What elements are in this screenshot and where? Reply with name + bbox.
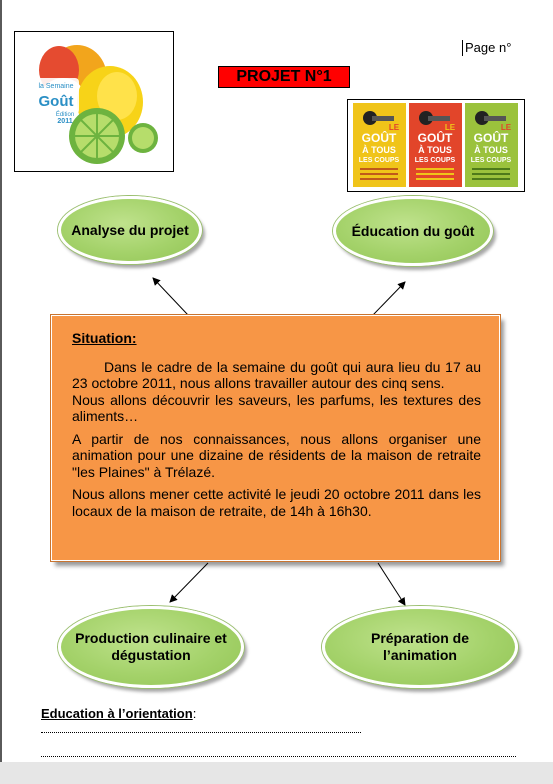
svg-text:LES COUPS: LES COUPS	[358, 157, 400, 164]
situation-paragraph-3: A partir de nos connaissances, nous allons organiser une animation pour une dizaine de résidents de la maison de retraite "les Plaines" à Trélazé.	[72, 430, 481, 480]
semaine-du-gout-logo	[14, 31, 174, 172]
bubble-production-culinaire	[58, 606, 244, 688]
svg-text:LES COUPS: LES COUPS	[414, 157, 456, 164]
situation-paragraph-1: Dans le cadre de la semaine du goût qui aura lieu du 17 au 23 octobre 2011, nous allons travailler autour des cinq sens.	[72, 358, 481, 391]
poster-panel-3	[465, 103, 518, 187]
svg-text:LES COUPS: LES COUPS	[470, 157, 512, 164]
arrow-to-analyse	[153, 278, 188, 315]
bubble-preparation-animation	[322, 606, 518, 688]
semaine-du-gout-logo-icon	[15, 32, 173, 171]
orientation-footer	[41, 706, 516, 757]
svg-text:LE: LE	[444, 123, 456, 132]
bubble-preparation-label: Préparation de l’animation	[370, 630, 470, 663]
situation-box	[51, 315, 500, 561]
poster-panel-2	[409, 103, 462, 187]
svg-text:LE: LE	[388, 123, 400, 132]
bubble-education-du-gout	[333, 196, 493, 266]
arrow-to-production	[170, 563, 208, 602]
svg-text:GOÛT: GOÛT	[473, 131, 509, 145]
orientation-colon: :	[192, 706, 197, 721]
projet-title: PROJET N°1	[218, 66, 350, 88]
bubble-production-label: Production culinaire et dégustation	[75, 630, 227, 663]
situation-title: Situation:	[72, 330, 137, 346]
arrow-to-education-gout	[373, 282, 405, 315]
svg-text:LE: LE	[500, 123, 512, 132]
logo-text-main: Goût	[38, 93, 74, 110]
situation-paragraph-2: Nous allons découvrir les saveurs, les parfums, les textures des aliments…	[72, 391, 481, 424]
svg-text:À TOUS: À TOUS	[474, 145, 508, 155]
svg-text:À TOUS: À TOUS	[418, 145, 452, 155]
orientation-dotted-line-2[interactable]	[41, 754, 516, 757]
le-gout-a-tous-les-coups-poster	[347, 99, 525, 192]
page-bottom-band	[0, 762, 553, 784]
logo-text-edition: Édition	[55, 112, 75, 118]
bubble-analyse-du-projet	[58, 196, 202, 264]
orientation-dotted-line-1[interactable]	[41, 722, 361, 733]
logo-text-year: 2011	[57, 118, 73, 125]
logo-text-top: la Semaine	[38, 83, 74, 90]
bubble-analyse-label: Analyse du projet	[71, 221, 189, 238]
orientation-label: Education à l’orientation	[41, 706, 193, 721]
svg-text:À TOUS: À TOUS	[362, 145, 396, 155]
svg-text:GOÛT: GOÛT	[361, 131, 397, 145]
arrow-to-preparation	[378, 563, 405, 605]
poster-panel-1	[353, 103, 406, 187]
poster-icon	[348, 100, 524, 191]
svg-text:GOÛT: GOÛT	[417, 131, 453, 145]
page-left-edge	[0, 0, 2, 784]
page-number-label: Page n°	[462, 40, 511, 56]
situation-paragraph-4: Nous allons mener cette activité le jeudi 20 octobre 2011 dans les locaux de la maison de retraite, de 14h à 16h30.	[72, 486, 481, 519]
bubble-education-gout-label: Éducation du goût	[351, 222, 475, 239]
